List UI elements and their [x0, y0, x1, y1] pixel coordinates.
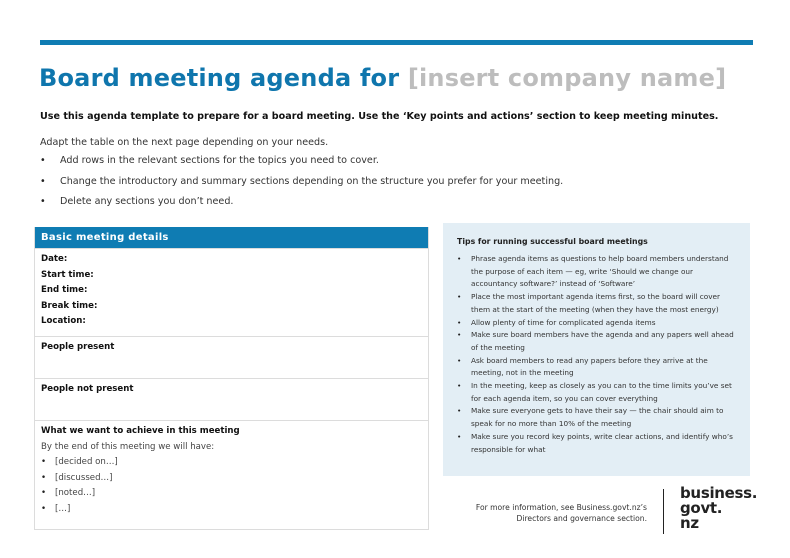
achieve-subtitle: By the end of this meeting we will have:	[41, 442, 215, 452]
business-govt-nz-logo	[680, 486, 757, 531]
people-present-section[interactable]	[35, 336, 428, 378]
meeting-details-header: Basic meeting details	[35, 227, 428, 248]
tip-item: • Make sure board members have the agenda and any papers well ahead of the meeting	[457, 329, 740, 354]
tips-title: Tips for running successful board meetings	[457, 237, 648, 246]
adapt-note: Adapt the table on the next page depending on your needs.	[40, 137, 329, 148]
tip-item: • In the meeting, keep as closely as you can to the time limits you’ve set for each agenda item, so you can cover everything	[457, 380, 740, 405]
meeting-details-table	[34, 227, 429, 530]
tips-list	[457, 253, 740, 456]
tip-item: • Make sure you record key points, write clear actions, and identify who’s responsible for what	[457, 431, 740, 456]
footer-info	[445, 502, 647, 524]
achieve-list	[41, 457, 422, 519]
title-main: Board meeting agenda for	[39, 64, 408, 92]
logo-line-3: nz	[680, 514, 699, 532]
page-title	[39, 64, 726, 92]
intro-instructions: Use this agenda template to prepare for a board meeting. Use the ‘Key points and actions’ section to keep meeting minutes.	[40, 111, 719, 122]
tips-panel	[443, 223, 750, 476]
start-time-field[interactable]: Start time:	[41, 269, 94, 280]
intro-bullet: • Delete any sections you don’t need.	[40, 196, 563, 217]
footer-info-line-1: For more information, see Business.govt.nz’s	[475, 503, 647, 512]
footer-divider	[663, 489, 664, 534]
end-time-field[interactable]: End time:	[41, 285, 88, 295]
tip-item: • Ask board members to read any papers before they arrive at the meeting, not in the meeting	[457, 355, 740, 380]
people-not-present-section[interactable]	[35, 378, 428, 420]
people-present-label: People present	[41, 342, 115, 352]
achieve-item[interactable]: • [discussed…]	[41, 473, 422, 489]
tip-item: • Make sure everyone gets to have their say — the chair should aim to speak for no more than 10% of the meeting	[457, 405, 740, 430]
achieve-item[interactable]: • [decided on…]	[41, 457, 422, 473]
achieve-item[interactable]: • [noted…]	[41, 488, 422, 504]
people-not-present-label: People not present	[41, 384, 134, 394]
achieve-section[interactable]	[35, 420, 428, 529]
top-accent-rule	[40, 40, 753, 45]
basic-details-section[interactable]	[35, 248, 428, 336]
intro-bullet: • Change the introductory and summary sections depending on the structure you prefer for your meeting.	[40, 176, 563, 197]
intro-bullet-list	[40, 155, 563, 217]
logo-line-1: business.	[680, 484, 758, 502]
tip-item: • Allow plenty of time for complicated agenda items	[457, 317, 740, 330]
achieve-title: What we want to achieve in this meeting	[41, 426, 240, 436]
logo-line-2: govt.	[680, 499, 723, 517]
tip-item: • Phrase agenda items as questions to help board members understand the purpose of each item — eg, write ‘Should we change our accountancy software?’ instead of ‘Software’	[457, 253, 740, 291]
date-field[interactable]: Date:	[41, 254, 68, 264]
achieve-item[interactable]: • […]	[41, 504, 422, 520]
intro-bullet: • Add rows in the relevant sections for the topics you need to cover.	[40, 155, 563, 176]
location-field[interactable]: Location:	[41, 316, 86, 326]
break-time-field[interactable]: Break time:	[41, 300, 98, 311]
footer-info-line-2[interactable]: Directors and governance section.	[516, 514, 647, 523]
company-name-placeholder[interactable]: [insert company name]	[407, 64, 727, 92]
tip-item: • Place the most important agenda items first, so the board will cover them at the start of the meeting (when they have the most energy)	[457, 291, 740, 316]
